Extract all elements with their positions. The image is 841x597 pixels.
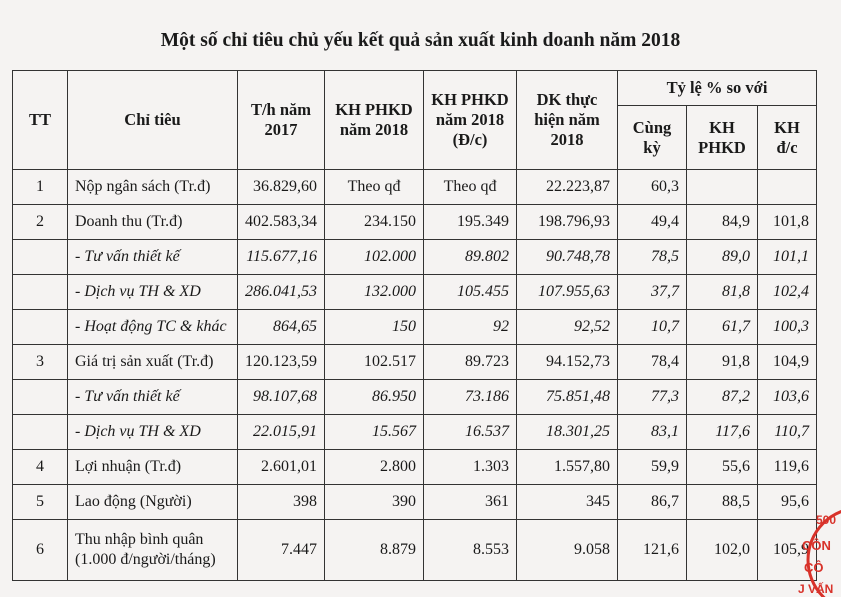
cell-ty-kh-phkd: 88,5 (687, 485, 758, 520)
svg-text:J VẤN: J VẤN (798, 582, 834, 596)
cell-ty-kh-dc: 102,4 (758, 275, 817, 310)
cell-kh-phkd-dc: 92 (424, 310, 517, 345)
header-ty-le: Tỷ lệ % so với (618, 71, 817, 106)
header-cung-ky: Cùng kỳ (618, 106, 687, 170)
table-row (13, 310, 817, 345)
cell-tt: 3 (13, 345, 68, 380)
cell-ty-kh-phkd: 55,6 (687, 450, 758, 485)
cell-dk-thuc-hien: 90.748,78 (517, 240, 618, 275)
cell-cung-ky: 59,9 (618, 450, 687, 485)
cell-chi-tieu: Lợi nhuận (Tr.đ) (68, 450, 238, 485)
header-kh-phkd-dc: KH PHKD năm 2018 (Đ/c) (424, 71, 517, 170)
cell-kh-phkd: 132.000 (325, 275, 424, 310)
table-row (13, 450, 817, 485)
cell-kh-phkd-dc: 195.349 (424, 205, 517, 240)
cell-kh-phkd-dc: 16.537 (424, 415, 517, 450)
cell-chi-tieu: Thu nhập bình quân (1.000 đ/người/tháng) (68, 520, 238, 581)
cell-kh-phkd-dc: 361 (424, 485, 517, 520)
cell-ty-kh-phkd: 87,2 (687, 380, 758, 415)
cell-tt (13, 310, 68, 345)
cell-chi-tieu: Doanh thu (Tr.đ) (68, 205, 238, 240)
cell-chi-tieu: - Dịch vụ TH & XD (68, 415, 238, 450)
header-tt: TT (13, 71, 68, 170)
table-row (13, 275, 817, 310)
cell-cung-ky: 10,7 (618, 310, 687, 345)
cell-kh-phkd: 2.800 (325, 450, 424, 485)
cell-cung-ky: 86,7 (618, 485, 687, 520)
cell-kh-phkd-dc: 8.553 (424, 520, 517, 581)
cell-th-2017: 7.447 (238, 520, 325, 581)
cell-tt: 4 (13, 450, 68, 485)
cell-th-2017: 398 (238, 485, 325, 520)
cell-chi-tieu: Nộp ngân sách (Tr.đ) (68, 170, 238, 205)
cell-tt: 2 (13, 205, 68, 240)
cell-kh-phkd: 150 (325, 310, 424, 345)
cell-ty-kh-dc: 119,6 (758, 450, 817, 485)
cell-dk-thuc-hien: 9.058 (517, 520, 618, 581)
cell-ty-kh-phkd: 89,0 (687, 240, 758, 275)
cell-th-2017: 22.015,91 (238, 415, 325, 450)
cell-tt (13, 380, 68, 415)
cell-kh-phkd-dc: 73.186 (424, 380, 517, 415)
cell-cung-ky: 49,4 (618, 205, 687, 240)
cell-ty-kh-dc: 101,1 (758, 240, 817, 275)
cell-kh-phkd: 86.950 (325, 380, 424, 415)
table-row (13, 415, 817, 450)
cell-kh-phkd-dc: 105.455 (424, 275, 517, 310)
table-row (13, 485, 817, 520)
cell-ty-kh-phkd: 102,0 (687, 520, 758, 581)
document-title: Một số chỉ tiêu chủ yếu kết quả sản xuất kinh doanh năm 2018 (160, 30, 681, 51)
cell-kh-phkd: 102.000 (325, 240, 424, 275)
header-ty-kh-phkd: KH PHKD (687, 106, 758, 170)
cell-kh-phkd: 102.517 (325, 345, 424, 380)
cell-th-2017: 120.123,59 (238, 345, 325, 380)
cell-ty-kh-dc: 105,9 (758, 520, 817, 581)
cell-th-2017: 286.041,53 (238, 275, 325, 310)
cell-ty-kh-phkd (687, 170, 758, 205)
cell-th-2017: 36.829,60 (238, 170, 325, 205)
cell-tt (13, 415, 68, 450)
cell-chi-tieu: - Hoạt động TC & khác (68, 310, 238, 345)
cell-dk-thuc-hien: 18.301,25 (517, 415, 618, 450)
cell-cung-ky: 78,4 (618, 345, 687, 380)
cell-ty-kh-dc: 95,6 (758, 485, 817, 520)
cell-ty-kh-dc: 100,3 (758, 310, 817, 345)
cell-kh-phkd: 8.879 (325, 520, 424, 581)
cell-ty-kh-phkd: 117,6 (687, 415, 758, 450)
cell-th-2017: 864,65 (238, 310, 325, 345)
cell-kh-phkd-dc: 1.303 (424, 450, 517, 485)
red-seal-stamp (790, 500, 841, 597)
cell-chi-tieu: Giá trị sản xuất (Tr.đ) (68, 345, 238, 380)
cell-ty-kh-phkd: 81,8 (687, 275, 758, 310)
cell-dk-thuc-hien: 75.851,48 (517, 380, 618, 415)
svg-text:CÔN: CÔN (802, 538, 831, 553)
cell-chi-tieu: - Dịch vụ TH & XD (68, 275, 238, 310)
cell-tt: 5 (13, 485, 68, 520)
cell-ty-kh-phkd: 91,8 (687, 345, 758, 380)
cell-th-2017: 402.583,34 (238, 205, 325, 240)
svg-text:500: 500 (816, 513, 837, 527)
cell-tt: 6 (13, 520, 68, 581)
cell-ty-kh-phkd: 61,7 (687, 310, 758, 345)
svg-text:CÔ: CÔ (804, 560, 824, 575)
table-row (13, 380, 817, 415)
cell-kh-phkd: Theo qđ (325, 170, 424, 205)
cell-kh-phkd: 234.150 (325, 205, 424, 240)
cell-ty-kh-phkd: 84,9 (687, 205, 758, 240)
table-row (13, 205, 817, 240)
cell-ty-kh-dc: 110,7 (758, 415, 817, 450)
cell-ty-kh-dc: 103,6 (758, 380, 817, 415)
cell-dk-thuc-hien: 22.223,87 (517, 170, 618, 205)
header-kh-phkd: KH PHKD năm 2018 (325, 71, 424, 170)
cell-dk-thuc-hien: 1.557,80 (517, 450, 618, 485)
cell-kh-phkd-dc: 89.802 (424, 240, 517, 275)
cell-dk-thuc-hien: 94.152,73 (517, 345, 618, 380)
cell-cung-ky: 83,1 (618, 415, 687, 450)
cell-tt (13, 240, 68, 275)
cell-cung-ky: 37,7 (618, 275, 687, 310)
header-chi-tieu: Chỉ tiêu (68, 71, 238, 170)
header-dk-thuc-hien: DK thực hiện năm 2018 (517, 71, 618, 170)
cell-tt: 1 (13, 170, 68, 205)
cell-dk-thuc-hien: 345 (517, 485, 618, 520)
header-ty-kh-dc: KH đ/c (758, 106, 817, 170)
cell-th-2017: 98.107,68 (238, 380, 325, 415)
table-row (13, 240, 817, 275)
cell-ty-kh-dc: 104,9 (758, 345, 817, 380)
cell-th-2017: 115.677,16 (238, 240, 325, 275)
cell-chi-tieu: Lao động (Người) (68, 485, 238, 520)
cell-dk-thuc-hien: 198.796,93 (517, 205, 618, 240)
table-row (13, 170, 817, 205)
cell-cung-ky: 60,3 (618, 170, 687, 205)
cell-dk-thuc-hien: 92,52 (517, 310, 618, 345)
cell-kh-phkd: 15.567 (325, 415, 424, 450)
results-table (12, 70, 817, 581)
cell-dk-thuc-hien: 107.955,63 (517, 275, 618, 310)
cell-ty-kh-dc (758, 170, 817, 205)
cell-cung-ky: 77,3 (618, 380, 687, 415)
table-row (13, 520, 817, 581)
cell-tt (13, 275, 68, 310)
cell-kh-phkd: 390 (325, 485, 424, 520)
cell-cung-ky: 78,5 (618, 240, 687, 275)
cell-kh-phkd-dc: Theo qđ (424, 170, 517, 205)
cell-ty-kh-dc: 101,8 (758, 205, 817, 240)
header-th-2017: T/h năm 2017 (238, 71, 325, 170)
cell-cung-ky: 121,6 (618, 520, 687, 581)
cell-th-2017: 2.601,01 (238, 450, 325, 485)
cell-kh-phkd-dc: 89.723 (424, 345, 517, 380)
table-row (13, 345, 817, 380)
cell-chi-tieu: - Tư vấn thiết kế (68, 380, 238, 415)
cell-chi-tieu: - Tư vấn thiết kế (68, 240, 238, 275)
